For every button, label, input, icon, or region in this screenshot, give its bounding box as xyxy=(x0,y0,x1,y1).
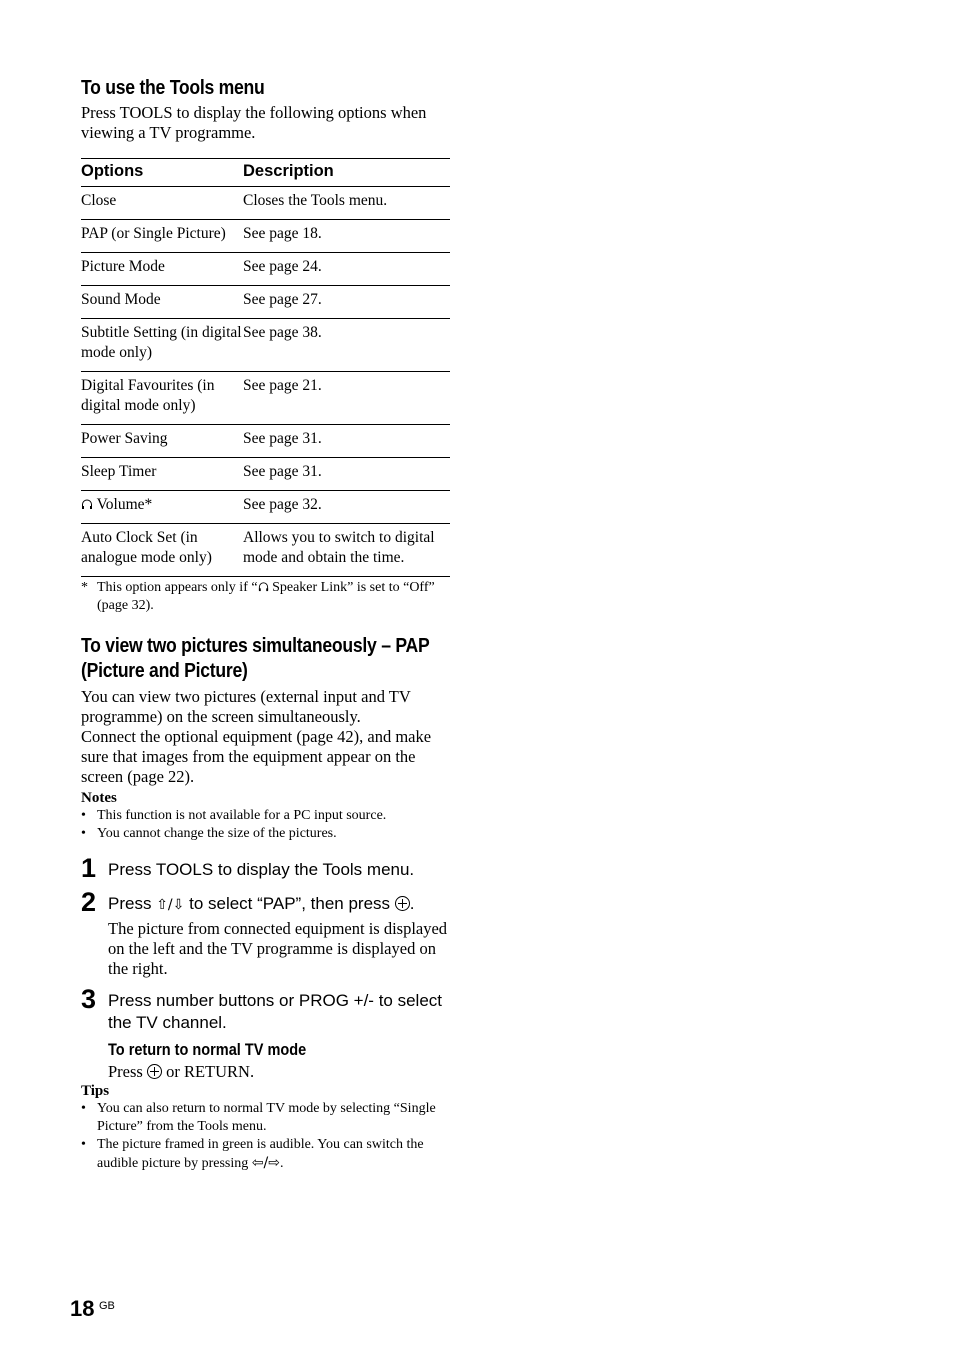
table-row xyxy=(81,220,450,253)
tip-item xyxy=(81,1136,450,1173)
footnote-text-a: This option appears only if “ xyxy=(97,580,258,595)
tools-menu-heading: To use the Tools menu xyxy=(81,77,265,99)
table-row xyxy=(81,372,450,425)
table-header-row xyxy=(81,159,450,187)
table-footnote xyxy=(81,579,450,615)
description-cell: See page 18. xyxy=(243,220,450,253)
step-2-text xyxy=(108,893,450,916)
option-cell-volume xyxy=(81,491,243,524)
description-cell: See page 27. xyxy=(243,286,450,319)
headphones-icon xyxy=(258,581,269,592)
table-row xyxy=(81,491,450,524)
step-number: 1 xyxy=(81,853,97,883)
step-number: 3 xyxy=(81,984,97,1014)
option-cell: Subtitle Setting (in digital mode only) xyxy=(81,319,243,372)
enter-button-icon xyxy=(395,896,410,911)
description-cell: See page 21. xyxy=(243,372,450,425)
enter-button-icon xyxy=(147,1064,162,1079)
footnote-mark: * xyxy=(81,580,88,595)
tools-menu-intro: Press TOOLS to display the following options when viewing a TV programme. xyxy=(81,103,427,142)
pap-section xyxy=(81,634,450,843)
tools-menu-section xyxy=(81,76,450,143)
description-cell: See page 31. xyxy=(243,458,450,491)
description-cell: See page 24. xyxy=(243,253,450,286)
up-down-arrow-icon: ⇧/⇩ xyxy=(156,897,185,913)
pap-heading-line2: (Picture and Picture) xyxy=(81,660,248,682)
table-row xyxy=(81,319,450,372)
step-1-text: Press TOOLS to display the Tools menu. xyxy=(108,860,415,879)
step-number: 2 xyxy=(81,887,97,917)
note-item: • You cannot change the size of the pictures. xyxy=(81,825,450,843)
tips-section xyxy=(81,1083,450,1173)
pap-heading-line1: To view two pictures simultaneously – PAP xyxy=(81,635,430,657)
tips-heading: Tips xyxy=(81,1083,110,1099)
column-header-description: Description xyxy=(243,159,450,187)
table-row xyxy=(81,524,450,577)
table-row xyxy=(81,425,450,458)
description-cell: See page 32. xyxy=(243,491,450,524)
region-code: GB xyxy=(99,1300,115,1312)
table-row xyxy=(81,187,450,220)
return-text-a: Press xyxy=(108,1062,147,1081)
table-row xyxy=(81,253,450,286)
step-2 xyxy=(81,887,450,979)
return-heading: To return to normal TV mode xyxy=(108,1041,307,1059)
table-row xyxy=(81,286,450,319)
left-right-arrow-icon: ⇦/⇨ xyxy=(251,1155,280,1171)
step-2-text-b: to select “PAP”, then press xyxy=(184,894,395,913)
column-header-options: Options xyxy=(81,159,243,187)
tip-item: • You can also return to normal TV mode by selecting “Single Picture” from the Tools menu. xyxy=(81,1100,450,1136)
description-cell: Allows you to switch to digital mode and obtain the time. xyxy=(243,524,450,577)
option-cell: Sleep Timer xyxy=(81,458,243,491)
option-cell: Sound Mode xyxy=(81,286,243,319)
pap-para1: You can view two pictures (external input and TV programme) on the screen simultaneously. xyxy=(81,687,411,726)
table-row xyxy=(81,458,450,491)
description-cell: See page 31. xyxy=(243,425,450,458)
step-2-text-c: . xyxy=(409,894,415,913)
return-text-b: or RETURN. xyxy=(161,1062,255,1081)
option-cell: Power Saving xyxy=(81,425,243,458)
tip-2-text-a: The picture framed in green is audible. You can switch the audible picture by pressing xyxy=(97,1137,424,1171)
notes-heading: Notes xyxy=(81,790,117,806)
description-cell: Closes the Tools menu. xyxy=(243,187,450,220)
option-cell: Auto Clock Set (in analogue mode only) xyxy=(81,524,243,577)
option-cell: Close xyxy=(81,187,243,220)
headphones-icon xyxy=(81,498,93,510)
step-2-text-a: Press xyxy=(108,894,157,913)
return-instruction xyxy=(108,1062,450,1082)
step-3 xyxy=(81,984,450,1082)
option-cell: Digital Favourites (in digital mode only) xyxy=(81,372,243,425)
step-3-text: Press number buttons or PROG +/- to select the TV channel. xyxy=(108,991,442,1032)
page-number: 18 xyxy=(70,1296,95,1321)
option-cell: PAP (or Single Picture) xyxy=(81,220,243,253)
tools-options-table xyxy=(81,158,450,577)
step-2-detail: The picture from connected equipment is displayed on the left and the TV programme is displayed on the right. xyxy=(108,919,448,978)
note-item: • This function is not available for a PC input source. xyxy=(81,807,450,825)
description-cell: See page 38. xyxy=(243,319,450,372)
footnote-text-b: Speaker Link” is set to “Off” (page 32). xyxy=(97,580,435,613)
volume-label: Volume* xyxy=(96,496,153,513)
pap-para2: Connect the optional equipment (page 42), and make sure that images from the equipment appear on the screen (page 22). xyxy=(81,727,432,786)
option-cell: Picture Mode xyxy=(81,253,243,286)
step-1 xyxy=(81,853,450,883)
tip-2-text-b: . xyxy=(279,1156,284,1171)
